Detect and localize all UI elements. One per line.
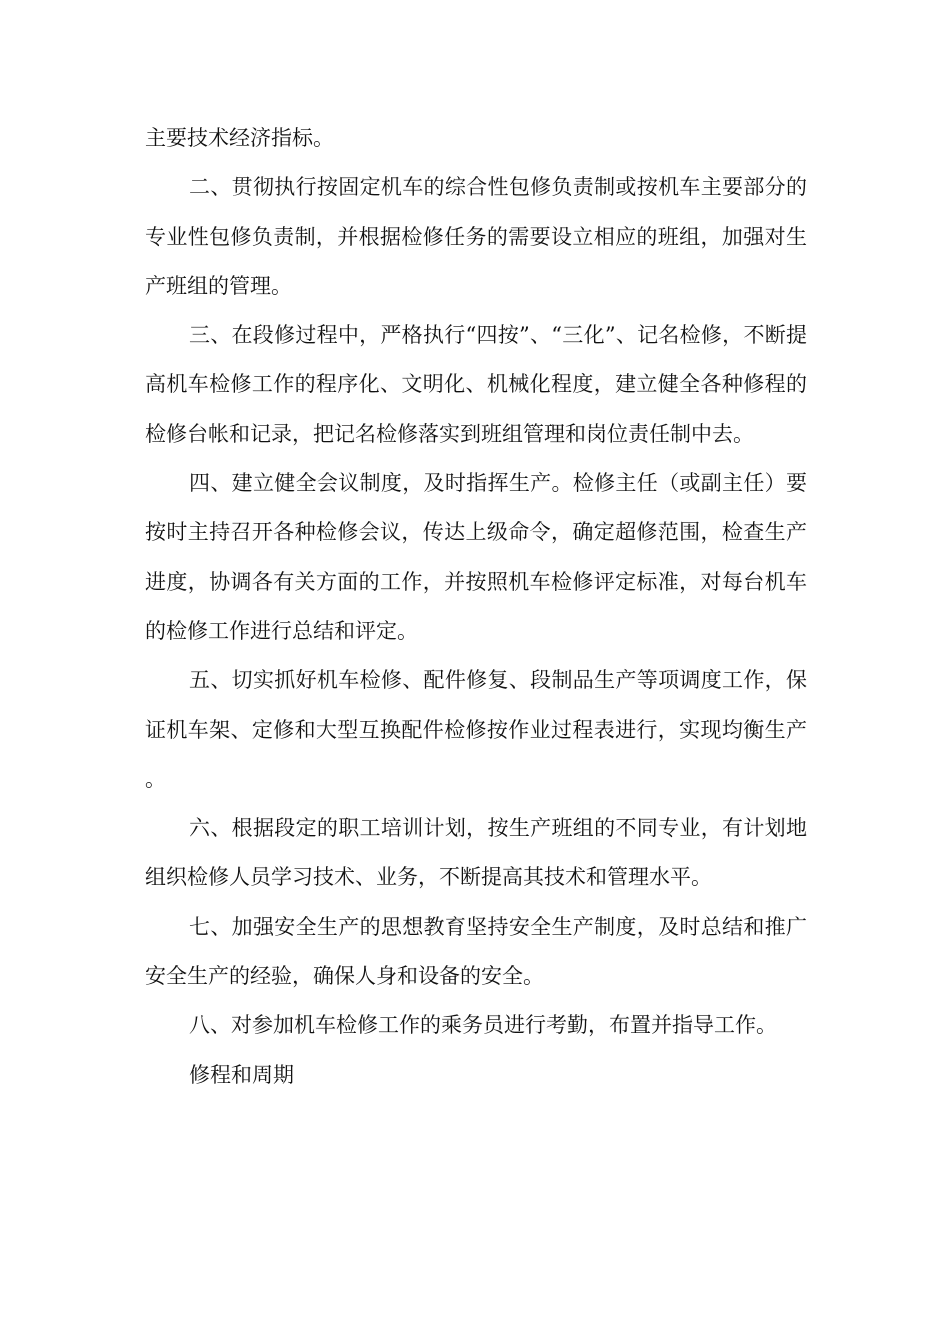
paragraph-5: 六、根据段定的职工培训计划，按生产班组的不同专业，有计划地组织检修人员学习技术、业务，不断提高其技术和管理水平。 [145,816,807,890]
paragraph-4: 五、切实抓好机车检修、配件修复、段制品生产等项调度工作，保证机车架、定修和大型互换配件检修按作业过程表进行，实现均衡生产。 [145,668,807,791]
paragraph-7: 八、对参加机车检修工作的乘务员进行考勤，布置并指导工作。 [189,1013,777,1038]
paragraph-3: 四、建立健全会议制度，及时指挥生产。检修主任（或副主任）要按时主持召开各种检修会议，传达上级命令，确定超修范围，检查生产进度，协调各有关方面的工作，并按照机车检修评定标准，对每台机车的检修工作进行总结和评定。 [145,471,807,643]
paragraph-1: 二、贯彻执行按固定机车的综合性包修负责制或按机车主要部分的专业性包修负责制，并根据检修任务的需要设立相应的班组，加强对生产班组的管理。 [145,175,807,298]
document-body [145,114,807,1100]
paragraph-6: 七、加强安全生产的思想教育坚持安全生产制度，及时总结和推广安全生产的经验，确保人身和设备的安全。 [145,914,807,989]
section-heading: 修程和周期 [189,1062,294,1087]
paragraph-2: 三、在段修过程中，严格执行“四按”、“三化”、记名检修，不断提高机车检修工作的程序化、文明化、机械化程度，建立健全各种修程的检修台帐和记录，把记名检修落实到班组管理和岗位责任制中去。 [145,323,807,446]
paragraph-0: 主要技术经济指标。 [145,126,334,150]
